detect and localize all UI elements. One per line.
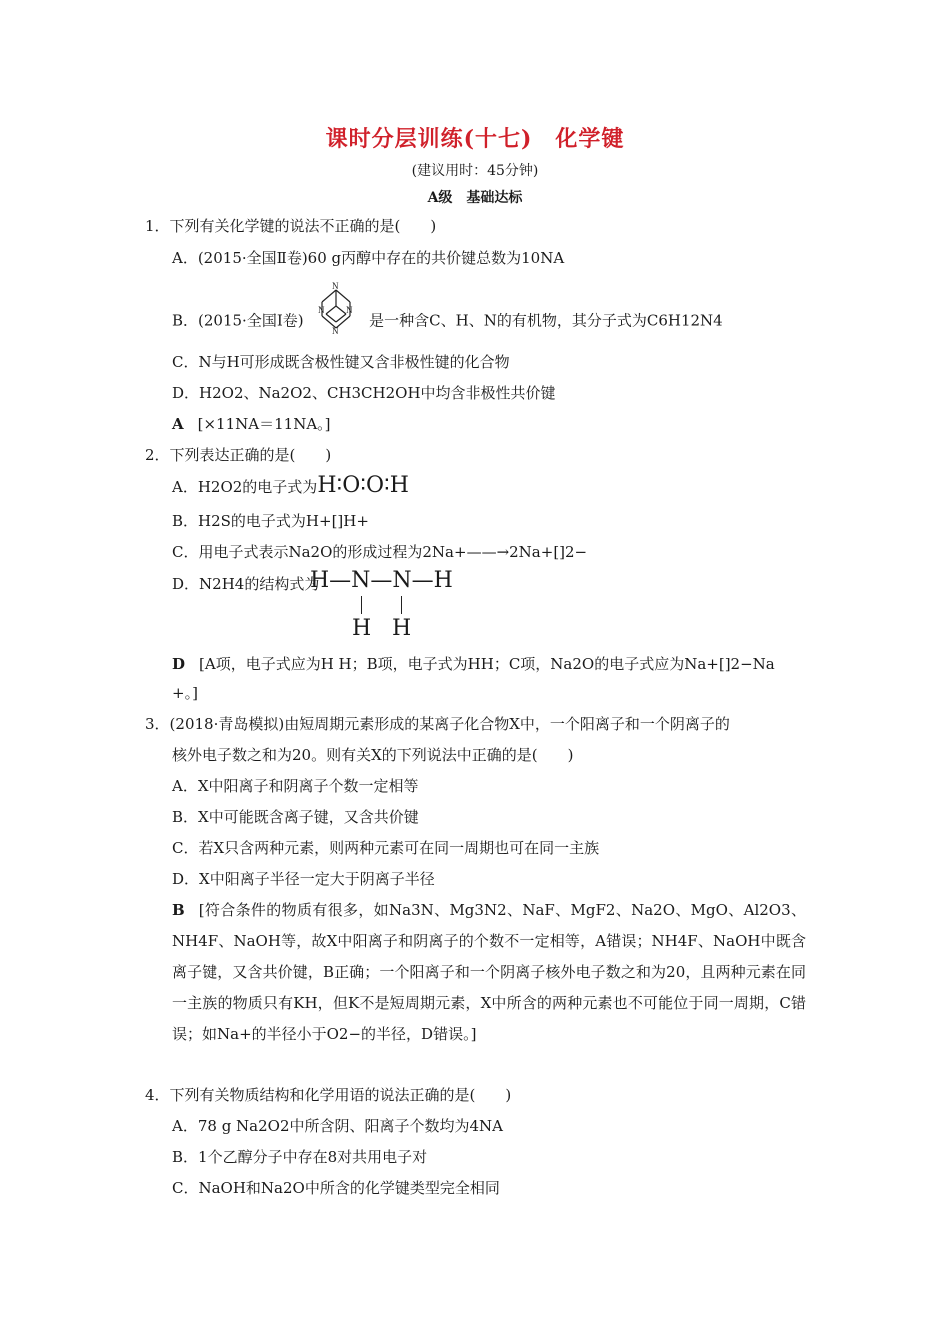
q3-answer-letter: B: [172, 901, 185, 919]
q1-explanation: [×11NA＝11NA。]: [197, 415, 331, 433]
q2-explanation-1: [A项，电子式应为H H；B项，电子式为HH；C项，Na2O的电子式应为Na+[]2−Na: [199, 655, 775, 673]
q2-stem: 2．下列表达正确的是( ): [145, 446, 332, 464]
q3-explanation: [符合条件的物质有很多，如Na3N、Mg3N2、NaF、MgF2、Na2O、MgO、Al2O3、NH4F、NaOH等，故X中阳离子和阴离子的个数不一定相等，A错误；NH4F、NaOH中既含离子键，又含共价键，B正确；一个阳离子和一个阴离子核外电子数之和为20，且两种元素在同一主族的物质只有KH，但K不是短周期元素，X中所含的两种元素也不可能位于同一周期，C错误；如Na+的半径小于O2−的半径，D错误。]: [172, 901, 806, 1043]
svg-text:N: N: [318, 305, 325, 315]
svg-text:N: N: [332, 326, 339, 336]
svg-text:N: N: [346, 305, 353, 315]
level-heading: A级 基础达标: [427, 190, 523, 206]
q1-stem: 1．下列有关化学键的说法不正确的是( ): [145, 217, 437, 235]
q1-answer-letter: A: [172, 415, 184, 433]
time-hint: (建议用时：45分钟): [411, 163, 539, 179]
q2-option-a-prefix: A．H2O2的电子式为: [172, 478, 318, 496]
q1-option-b: [172, 282, 723, 343]
q2-answer-letter: D: [172, 655, 186, 673]
q1-option-d: D．H2O2、Na2O2、CH3CH2OH中均含非极性共价键: [172, 384, 556, 402]
q4-option-c: C．NaOH和Na2O中所含的化学键类型完全相同: [172, 1179, 500, 1197]
q3-option-c: C．若X只含两种元素，则两种元素可在同一周期也可在同一主族: [172, 839, 600, 857]
q4-option-b: B．1个乙醇分子中存在8对共用电子对: [172, 1148, 428, 1166]
n2h4-main-chain: H—N—N—H: [310, 568, 453, 593]
q3-stem-1: 3．(2018·青岛模拟)由短周期元素形成的某离子化合物X中，一个阳离子和一个阴离子的: [145, 715, 730, 733]
q2-answer: [172, 654, 775, 674]
q2-option-d-prefix: D．N2H4的结构式为: [172, 575, 320, 593]
q3-answer: [172, 895, 806, 1050]
n2h4-bond-left: [361, 596, 362, 614]
q3-option-d: D．X中阳离子半径一定大于阴离子半径: [172, 870, 435, 888]
q1-option-c: C．N与H可形成既含极性键又含非极性键的化合物: [172, 353, 510, 371]
q4-stem: 4．下列有关物质结构和化学用语的说法正确的是( ): [145, 1086, 512, 1104]
q2-option-c: C．用电子式表示Na2O的形成过程为2Na+——→2Na+[]2−: [172, 543, 588, 561]
q1-option-a: A．(2015·全国Ⅱ卷)60 g丙醇中存在的共价键总数为10NA: [172, 249, 565, 267]
q1-option-b-prefix: B．(2015·全国Ⅰ卷): [172, 311, 304, 330]
q2-explanation-2: +。]: [172, 684, 198, 702]
h2o2-electron-formula: H∶O∶O∶H: [317, 473, 409, 498]
n2h4-structure: [310, 568, 470, 642]
q1-answer: [172, 414, 331, 434]
page-title: 课时分层训练(十七) 化学键: [325, 126, 625, 152]
q2-option-b: B．H2S的电子式为H+[]H+: [172, 512, 369, 530]
q1-option-b-suffix: 是一种含C、H、N的有机物，其分子式为C6H12N4: [369, 311, 723, 330]
q4-option-a: A．78 g Na2O2中所含阴、阳离子个数均为4NA: [172, 1117, 504, 1135]
n2h4-h-left: H: [352, 616, 372, 641]
n2h4-h-right: H: [392, 616, 412, 641]
q3-option-a: A．X中阳离子和阴离子个数一定相等: [172, 777, 419, 795]
n2h4-bond-right: [401, 596, 402, 614]
q3-stem-2: 核外电子数之和为20。则有关X的下列说法中正确的是( ): [172, 746, 574, 764]
svg-text:N: N: [332, 282, 339, 291]
q2-option-a: [172, 473, 409, 498]
q3-option-b: B．X中可能既含离子键，又含共价键: [172, 808, 419, 826]
hexamine-structure-icon: [308, 282, 364, 343]
